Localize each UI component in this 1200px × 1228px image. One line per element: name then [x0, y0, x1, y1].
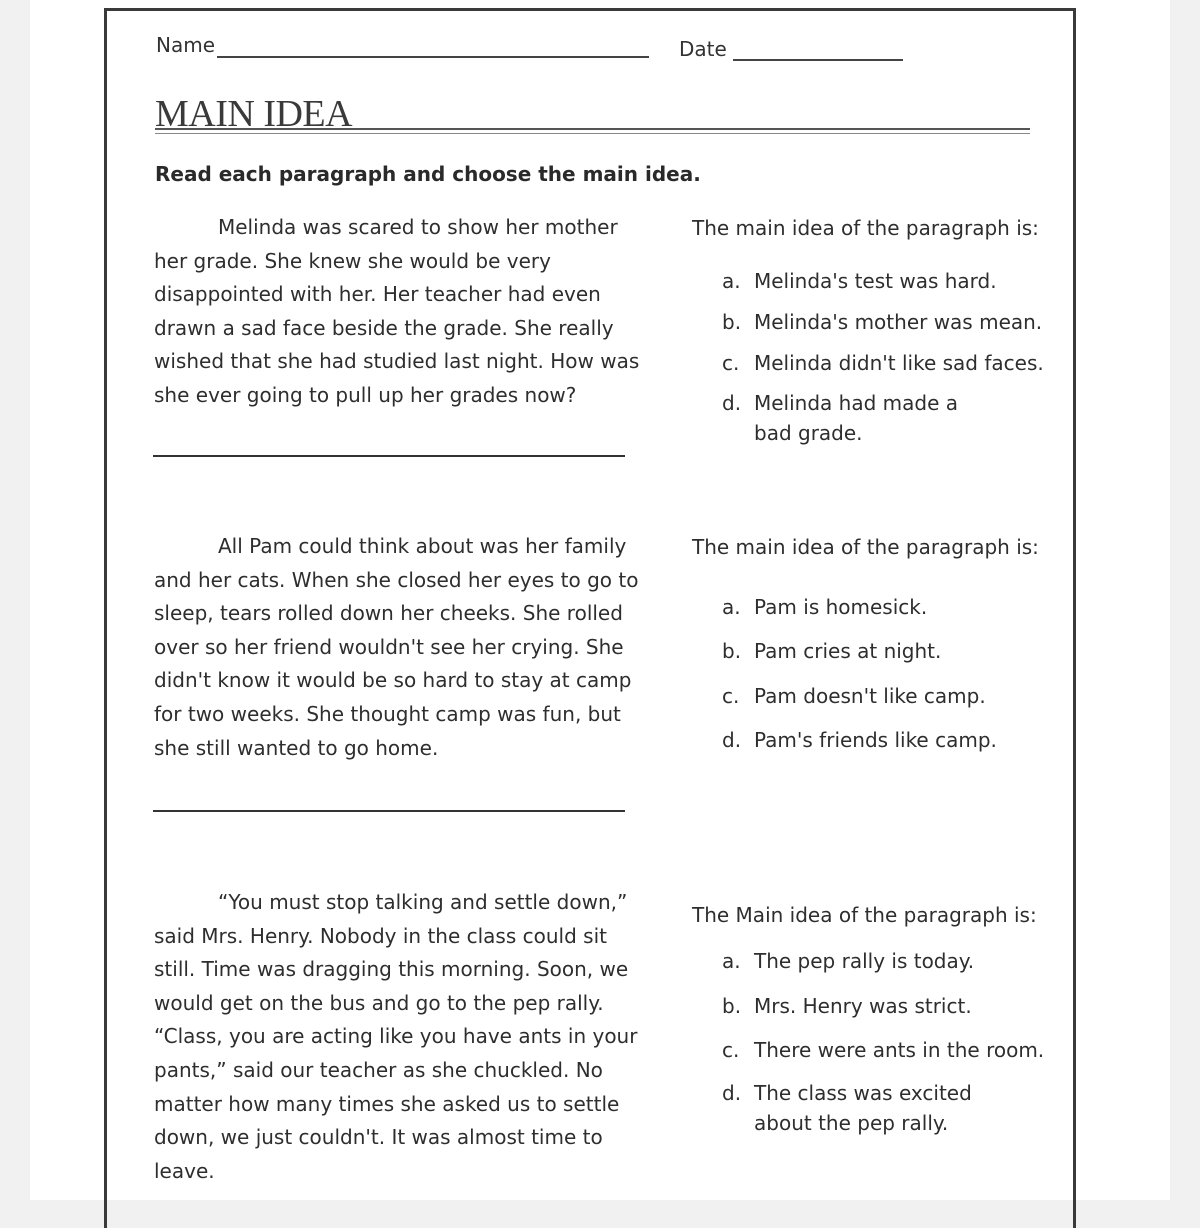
- question-1-option-d[interactable]: [722, 388, 1062, 448]
- option-letter: b.: [722, 310, 742, 334]
- option-letter: c.: [722, 684, 740, 708]
- answer-line-2[interactable]: [153, 810, 625, 812]
- question-1-option-a[interactable]: [722, 266, 1062, 296]
- option-text: Pam doesn't like camp.: [754, 684, 986, 708]
- option-text: Pam is homesick.: [754, 595, 928, 619]
- question-1-prompt: The main idea of the paragraph is:: [692, 216, 1039, 240]
- question-3-option-a[interactable]: [722, 946, 1062, 976]
- title-underline-thin: [155, 133, 1030, 134]
- question-2-option-a[interactable]: [722, 592, 1062, 622]
- option-letter: a.: [722, 949, 741, 973]
- paragraph-1: [154, 211, 654, 413]
- title-underline: [155, 128, 1030, 130]
- question-2-option-c[interactable]: [722, 681, 1062, 711]
- question-3-prompt: The Main idea of the paragraph is:: [692, 903, 1037, 927]
- date-blank[interactable]: [733, 59, 903, 61]
- option-text: Melinda didn't like sad faces.: [754, 351, 1044, 375]
- question-2-prompt: The main idea of the paragraph is:: [692, 535, 1039, 559]
- question-3-option-c[interactable]: [722, 1035, 1062, 1065]
- question-2-option-b[interactable]: [722, 636, 1062, 666]
- paragraph-3-text: “You must stop talking and settle down,” said Mrs. Henry. Nobody in the class could sit still. Time was dragging this morning. Soon, we would get on the bus and go to the pep rally. “Class, you are acting like you have ants in your pants,” said our teacher as she chuckled. No matter how many times she asked us to settle down, we just couldn't. It was almost time to leave.: [154, 890, 638, 1183]
- option-text: Melinda had made a bad grade.: [754, 391, 958, 445]
- question-3-option-b[interactable]: [722, 991, 1062, 1021]
- option-text: Pam cries at night.: [754, 639, 942, 663]
- option-letter: d.: [722, 728, 742, 752]
- paragraph-1-text: Melinda was scared to show her mother her grade. She knew she would be very disappointed with her. Her teacher had even drawn a sad face beside the grade. She really wished that she had studied last night. How was she ever going to pull up her grades now?: [154, 215, 640, 407]
- paragraph-3: [154, 886, 654, 1188]
- page-title: MAIN IDEA: [155, 93, 353, 135]
- option-letter: d.: [722, 391, 742, 415]
- question-1-option-b[interactable]: [722, 307, 1062, 337]
- name-label: Name: [156, 33, 216, 57]
- option-letter: a.: [722, 595, 741, 619]
- question-2-option-d[interactable]: [722, 725, 1062, 755]
- name-blank[interactable]: [217, 56, 649, 58]
- option-text: Mrs. Henry was strict.: [754, 994, 972, 1018]
- option-text: The pep rally is today.: [754, 949, 975, 973]
- option-letter: c.: [722, 1038, 740, 1062]
- option-letter: b.: [722, 994, 742, 1018]
- question-3-option-d[interactable]: [722, 1078, 1062, 1138]
- answer-line-1[interactable]: [153, 455, 625, 457]
- option-text: The class was excited about the pep rally.: [754, 1081, 972, 1135]
- option-text: There were ants in the room.: [754, 1038, 1045, 1062]
- instructions: Read each paragraph and choose the main idea.: [155, 162, 701, 186]
- paragraph-2-text: All Pam could think about was her family and her cats. When she closed her eyes to go to sleep, tears rolled down her cheeks. She rolled over so her friend wouldn't see her crying. She didn't know it would be so hard to stay at camp for two weeks. She thought camp was fun, but she still wanted to go home.: [154, 534, 639, 760]
- option-text: Melinda's test was hard.: [754, 269, 997, 293]
- option-letter: a.: [722, 269, 741, 293]
- paragraph-2: [154, 530, 654, 765]
- option-letter: c.: [722, 351, 740, 375]
- option-text: Pam's friends like camp.: [754, 728, 997, 752]
- option-letter: d.: [722, 1081, 742, 1105]
- option-text: Melinda's mother was mean.: [754, 310, 1043, 334]
- question-1-option-c[interactable]: [722, 348, 1062, 378]
- date-label: Date: [679, 37, 727, 61]
- option-letter: b.: [722, 639, 742, 663]
